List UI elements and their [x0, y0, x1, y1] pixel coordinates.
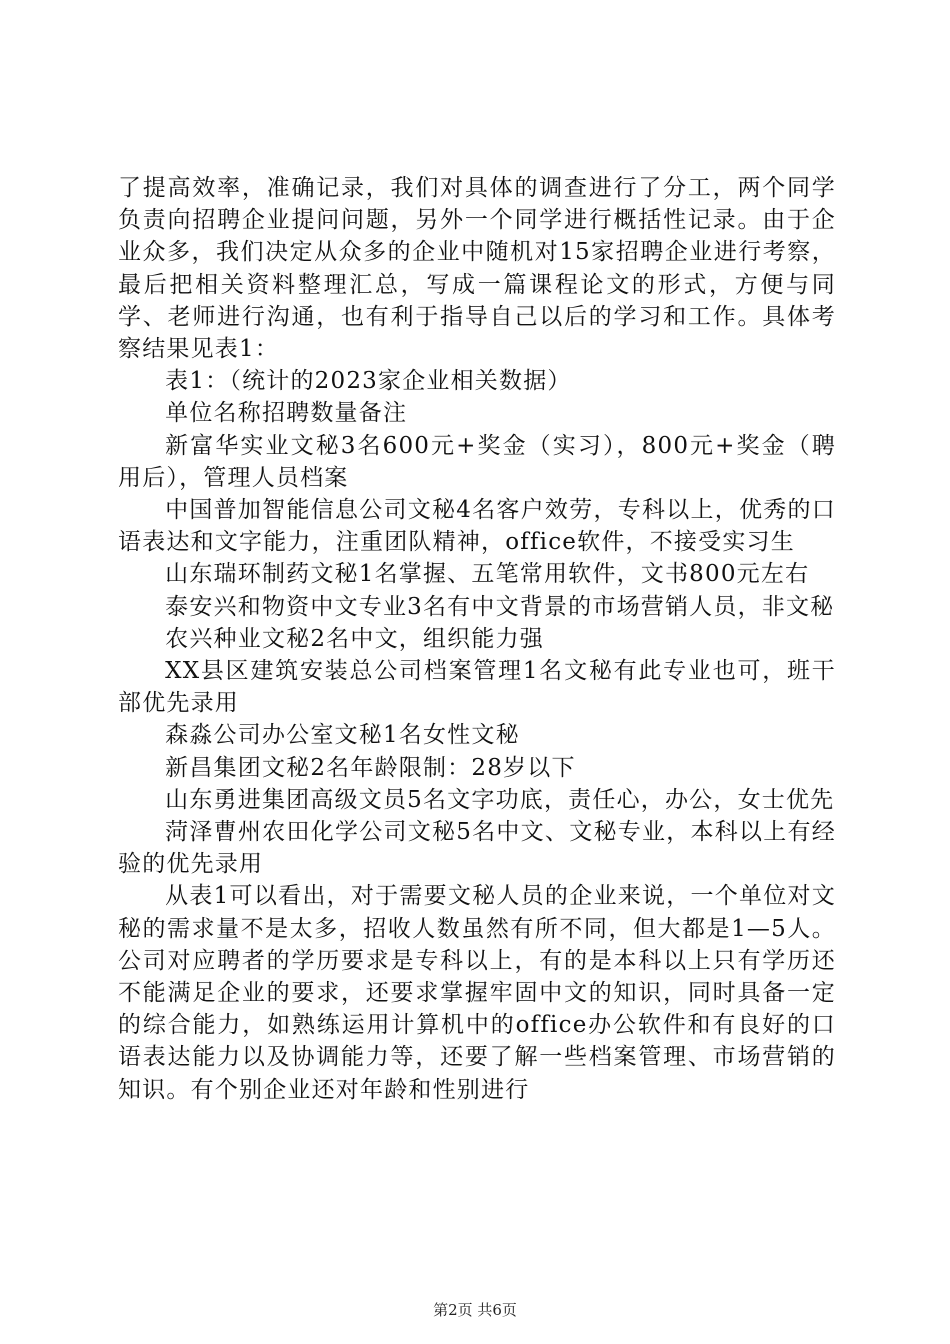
paragraph-p7: 泰安兴和物资中文专业3名有中文背景的市场营销人员，非文秘 [165, 593, 835, 620]
paragraph-p11: 新昌集团文秘2名年龄限制：28岁以下 [165, 754, 576, 781]
paragraph-p14: 从表1可以看出，对于需要文秘人员的企业来说，一个单位对文秘的需求量不是太多，招收人数虽然有所不同，但大都是1—5人。公司对应聘者的学历要求是专科以上，有的是本科以上只有学历还不能满足企业的要求，还要求掌握牢固中文的知识，同时具备一定的综合能力，如熟练运用计算机中的office办公软件和有良好的口语表达能力以及协调能力等，还要了解一些档案管理、市场营销的知识。有个别企业还对年龄和性别进行 [118, 883, 836, 1103]
paragraph-p9: XX县区建筑安装总公司档案管理1名文秘有此专业也可，班干部优先录用 [118, 658, 836, 717]
paragraph-p13: 菏泽曹州农田化学公司文秘5名中文、文秘专业，本科以上有经验的优先录用 [118, 819, 836, 878]
paragraph-p8: 农兴种业文秘2名中文，组织能力强 [165, 625, 544, 652]
paragraph-p6: 山东瑞环制药文秘1名掌握、五笔常用软件，文书800元左右 [165, 561, 810, 588]
paragraph-p12: 山东勇进集团高级文员5名文字功底，责任心，办公，女士优先 [165, 786, 835, 813]
paragraph-p5: 中国普加智能信息公司文秘4名客户效劳，专科以上，优秀的口语表达和文字能力，注重团队精神，office软件，不接受实习生 [118, 497, 836, 556]
paragraph-p2: 表1：（统计的2023家企业相关数据） [165, 368, 572, 395]
paragraph-p4: 新富华实业文秘3名600元+奖金（实习），800元+奖金（聘用后），管理人员档案 [118, 432, 836, 491]
page-number-indicator: 第2页 共6页 [433, 1301, 517, 1319]
document-body [118, 172, 836, 1106]
paragraph-p1: 了提高效率，准确记录，我们对具体的调查进行了分工，两个同学负责向招聘企业提问问题，另外一个同学进行概括性记录。由于企业众多，我们决定从众多的企业中随机对15家招聘企业进行考察，最后把相关资料整理汇总，写成一篇课程论文的形式，方便与同学、老师进行沟通，也有利于指导自己以后的学习和工作。具体考察结果见表1： [118, 175, 836, 363]
page-footer [0, 1300, 950, 1320]
paragraph-p10: 森淼公司办公室文秘1名女性文秘 [165, 722, 520, 749]
paragraph-p3: 单位名称招聘数量备注 [165, 400, 408, 427]
